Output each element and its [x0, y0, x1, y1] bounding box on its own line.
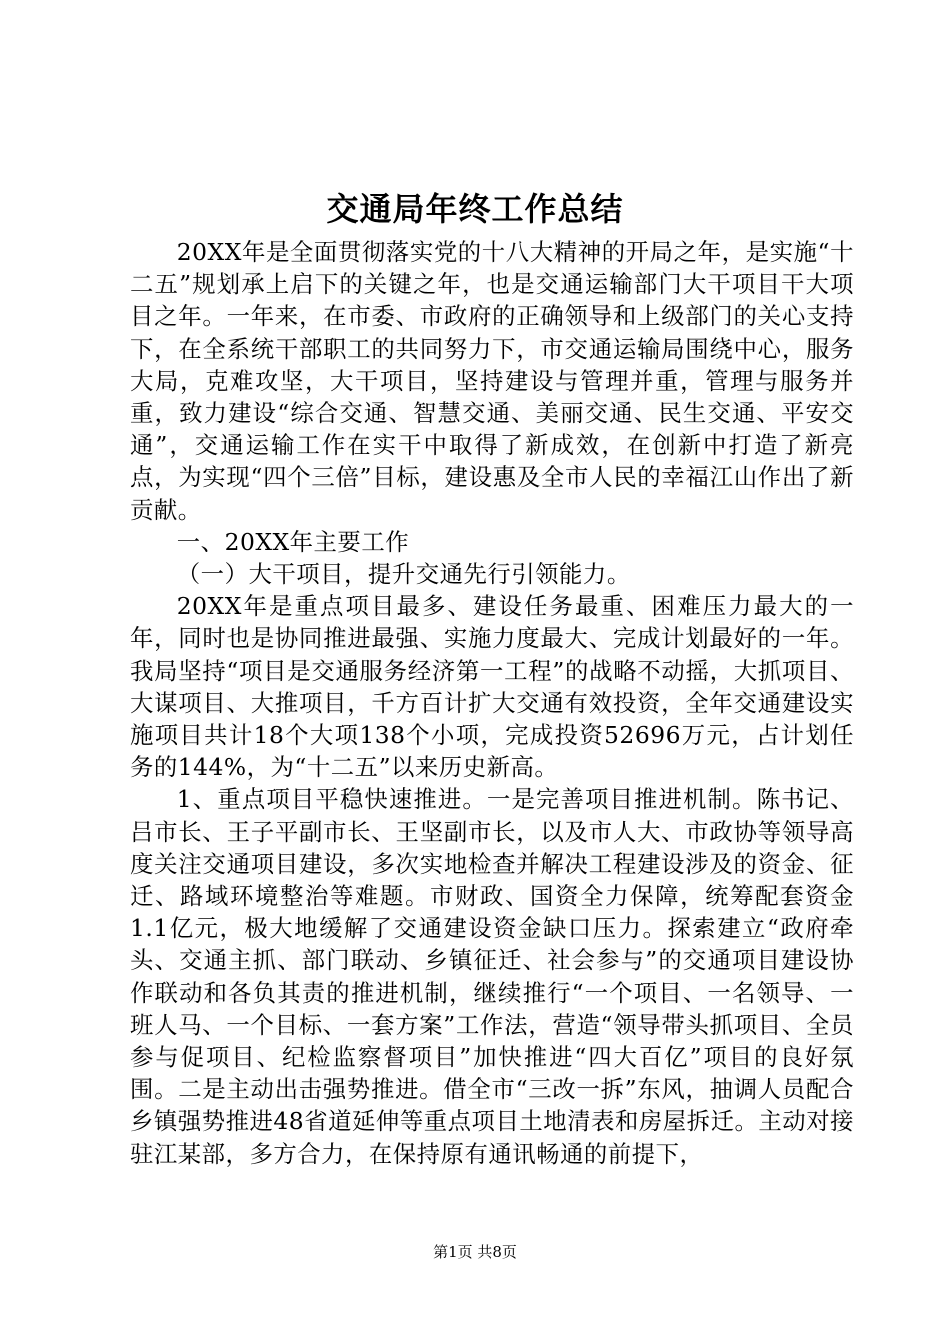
- subsection-heading-projects: （一）大干项目，提升交通先行引领能力。: [176, 560, 631, 589]
- page-footer: 第1页 共8页: [433, 1243, 517, 1261]
- paragraph-key-projects: 1、重点项目平稳快速推进。一是完善项目推进机制。陈书记、吕市长、王子平副市长、王坚副市长，以及市人大、市政协等领导高度关注交通项目建设，多次实地检查并解决工程建设涉及的资金、征迁、路域环境整治等难题。市财政、国资全力保障，统筹配套资金1.1亿元，极大地缓解了交通建设资金缺口压力。探索建立“政府牵头、交通主抓、部门联动、乡镇征迁、社会参与”的交通项目建设协作联动和各负其责的推进机制，继续推行“一个项目、一名领导、一班人马、一个目标、一套方案”工作法，营造“领导带头抓项目、全员参与促项目、纪检监察督项目”加快推进“四大百亿”项目的良好氛围。二是主动出击强势推进。借全市“三改一拆”东风，抽调人员配合乡镇强势推进48省道延伸等重点项目土地清表和房屋拆迁。主动对接驻江某部，多方合力，在保持原有通讯畅通的前提下，: [130, 785, 854, 1168]
- section-heading-main-work: 一、20XX年主要工作: [176, 527, 410, 556]
- document-body: [130, 236, 854, 1170]
- paragraph-investment: 20XX年是重点项目最多、建设任务最重、困难压力最大的一年，同时也是协同推进最强、实施力度最大、完成计划最好的一年。我局坚持“项目是交通服务经济第一工程”的战略不动摇，大抓项目、大谋项目、大推项目，千方百计扩大交通有效投资，全年交通建设实施项目共计18个大项138个小项，完成投资52696万元，占计划任务的144%，为“十二五”以来历史新高。: [130, 592, 854, 782]
- document-title: 交通局年终工作总结: [326, 190, 624, 228]
- paragraph-intro: 20XX年是全面贯彻落实党的十八大精神的开局之年，是实施“十二五”规划承上启下的关键之年，也是交通运输部门大干项目干大项目之年。一年来，在市委、市政府的正确领导和上级部门的关心支持下，在全系统干部职工的共同努力下，市交通运输局围绕中心，服务大局，克难攻坚，大干项目，坚持建设与管理并重，管理与服务并重，致力建设“综合交通、智慧交通、美丽交通、民生交通、平安交通”，交通运输工作在实干中取得了新成效，在创新中打造了新亮点，为实现“四个三倍”目标，建设惠及全市人民的幸福江山作出了新贡献。: [130, 238, 854, 524]
